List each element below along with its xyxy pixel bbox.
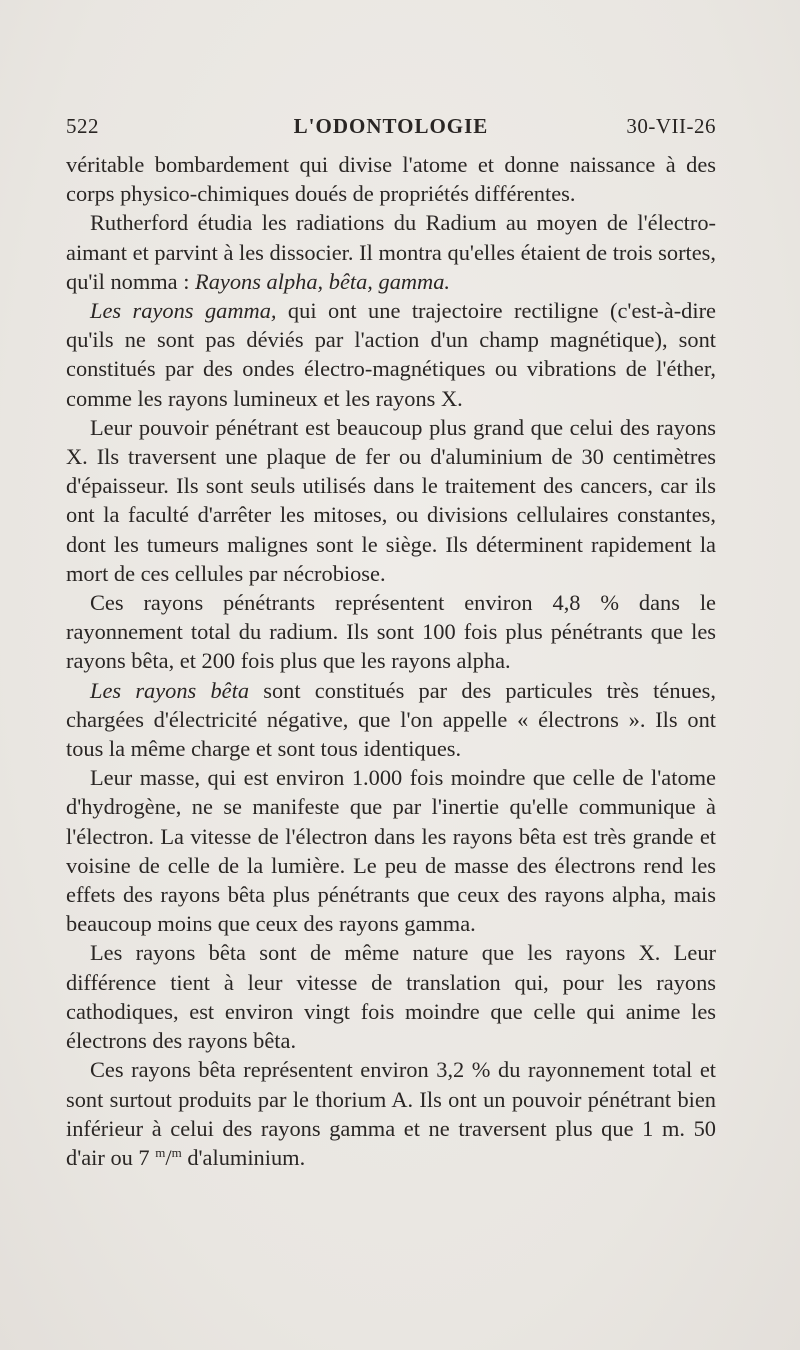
paragraph-7: Leur masse, qui est environ 1.000 fois moindre que celle de l'atome d'hydrogène, ne se manifeste que par l'inertie qu'elle communique à l'électron. La vitesse de l'électron dans les rayons bêta est très grande et voisine de celle de la lumière. Le peu de masse des électrons rend les effets des rayons bêta plus pénétrants que ceux des rayons alpha, mais beaucoup moins que ceux des rayons gamma. (66, 765, 716, 937)
paragraph-2 (66, 208, 716, 296)
unit-sup-1: m (155, 1144, 166, 1160)
paragraph-2-text: Rutherford étudia les radiations du Radium au moyen de l'électro-aimant et parvint à les dissocier. Il montra qu'elles étaient de trois sortes, qu'il nomma : (66, 210, 716, 294)
paragraph-9 (66, 1055, 716, 1172)
rays-names-italic: Rayons alpha, bêta, gamma. (195, 268, 451, 294)
unit-slash: / (165, 1144, 172, 1170)
journal-title: L'ODONTOLOGIE (293, 114, 489, 138)
paragraph-6 (66, 676, 716, 764)
unit-sup-2: m (171, 1144, 182, 1160)
paragraph-9-text: Ces rayons bêta représentent environ 3,2 % du rayonnement total et sont surtout produits par le thorium A. Ils ont un pouvoir pénétrant bien inférieur à celui des rayons gamma et ne traversent plus que 1 m. 50 d'air ou 7 (66, 1057, 716, 1170)
page-number: 522 (66, 114, 99, 138)
issue-date: 30-VII-26 (626, 114, 716, 138)
body-text (66, 150, 716, 1172)
running-header (66, 114, 716, 144)
paragraph-4: Leur pouvoir pénétrant est beaucoup plus grand que celui des rayons X. Ils traversent une plaque de fer ou d'aluminium de 30 centimètres d'épaisseur. Ils sont seuls utilisés dans le traitement des cancers, car ils ont la faculté d'arrêter les mitoses, ou divisions cellulaires constantes, dont les tumeurs malignes sont le siège. Ils déterminent rapidement la mort de ces cellules par nécrobiose. (66, 414, 716, 586)
paragraph-6-text: sont constitués par des particules très ténues, chargées d'électricité négative, que l'on appelle « électrons ». Ils ont tous la même charge et sont tous identiques. (66, 677, 716, 762)
paragraph-3 (66, 296, 716, 413)
beta-rays-italic: Les rayons bêta (90, 677, 250, 703)
paragraph-5: Ces rayons pénétrants représentent environ 4,8 % dans le rayonnement total du radium. Ils sont 100 fois plus pénétrants que les rayons bêta, et 200 fois plus que les rayons alpha. (66, 590, 716, 674)
paragraph-8: Les rayons bêta sont de même nature que les rayons X. Leur différence tient à leur vitesse de translation qui, pour les rayons cathodiques, est environ vingt fois moindre que celle qui anime les électrons des rayons bêta. (66, 940, 716, 1054)
gamma-rays-italic: Les rayons gamma, (90, 298, 277, 324)
paragraph-9-end: d'aluminium. (181, 1144, 306, 1170)
paragraph-3-text: qui ont une trajectoire rectiligne (c'est-à-dire qu'ils ne sont pas déviés par l'action d'un champ magnétique), sont constitués par des ondes électro-magnétiques ou vibrations de l'éther, comme les rayons lumineux et les rayons X. (66, 298, 716, 411)
paragraph-1: véritable bombardement qui divise l'atome et donne naissance à des corps physico-chimiques doués de propriétés différentes. (66, 152, 716, 207)
